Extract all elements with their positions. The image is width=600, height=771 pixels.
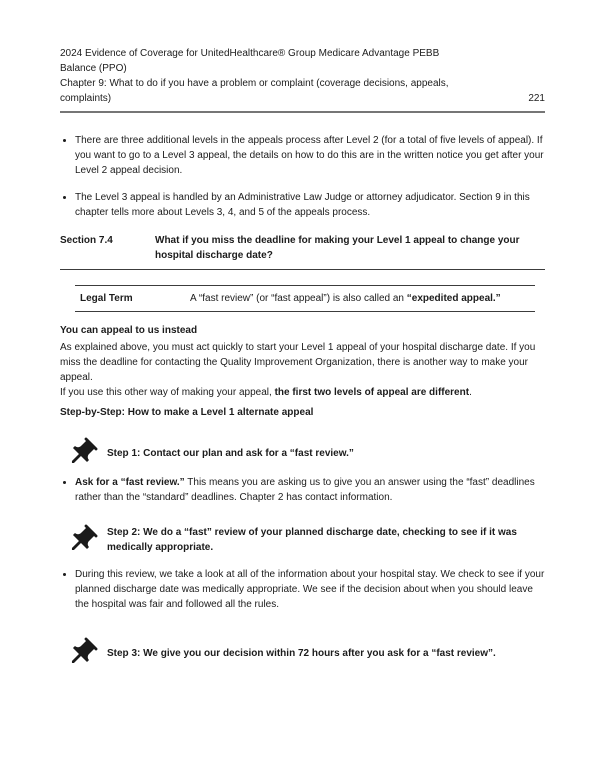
step-2-row [65,521,545,559]
section-heading [60,233,545,270]
step-3-title: Step 3: We give you our decision within 72 hours after you ask for a “fast review”. [107,647,496,659]
header-line-4: complaints) [60,93,112,104]
legal-term-text-bold: “expedited appeal.” [406,293,501,304]
bullet-text-normal: This means you are asking us to give you an answer using the “fast” deadlines rather than the “standard” deadlines. Chapter 2 has contact information. [75,477,535,503]
paragraph-text-period: . [469,387,472,398]
step-2-bullet-list [60,567,545,612]
subsection-heading: You can appeal to us instead [60,325,198,336]
list-item: • The Level 3 appeal is handled by an Administrative Law Judge or attorney adjudicator. Section 9 in this chapter tells more about Levels 3, 4, and 5 of the appeals process. [75,190,545,220]
legal-term-text-normal: A “fast review” (or “fast appeal”) is also called an [190,293,407,304]
pushpin-icon [65,521,99,559]
step-1-bullet-list [60,475,545,505]
steps-heading: Step-by-Step: How to make a Level 1 alternate appeal [60,407,314,418]
paragraph-text-normal: If you use this other way of making your appeal, [60,387,275,398]
paragraph-text-bold: the first two levels of appeal are different [274,387,470,398]
step-3-row [65,634,545,672]
section-title: What if you miss the deadline for making your Level 1 appeal to change your hospital discharge date? [155,235,520,261]
step-1-row [65,434,545,472]
header-line-3: Chapter 9: What to do if you have a problem or complaint (coverage decisions, appeals, [60,78,449,89]
legal-term-label: Legal Term [80,293,133,304]
intro-bullet-list [60,133,545,220]
header-text [60,46,545,106]
step-1-title: Step 1: Contact our plan and ask for a “fast review.” [107,447,354,459]
paragraph: As explained above, you must act quickly to start your Level 1 appeal of your hospital discharge date. If you miss the deadline for contacting the Quality Improvement Organization, there is another way to make your appeal. [60,342,536,383]
page-header [60,0,545,113]
header-line-2: Balance (PPO) [60,63,127,74]
paragraph [60,385,545,400]
legal-term-text [190,291,530,306]
pushpin-icon [65,634,99,672]
legal-term-box [75,285,535,312]
list-item [75,475,545,505]
bullet-text-normal: During this review, we take a look at all of the information about your hospital stay. We check to see if your planned discharge date was medically appropriate. We see if the decision about when you should leave the hospital was fair and followed all the rules. [75,569,545,610]
page-number: 221 [528,93,545,104]
list-item: • There are three additional levels in the appeals process after Level 2 (for a total of five levels of appeal). If you want to go to a Level 3 appeal, the details on how to do this are in the written notice you get after your Level 2 appeal decision. [75,133,545,178]
section-label: Section 7.4 [60,235,113,246]
header-line-1: 2024 Evidence of Coverage for UnitedHealthcare® Group Medicare Advantage PEBB [60,48,440,59]
list-item [75,567,545,612]
step-2-title: Step 2: We do a “fast” review of your planned discharge date, checking to see if it was medically appropriate. [107,527,517,553]
bullet-text-bold: Ask for a “fast review.” [75,477,185,488]
pushpin-icon [65,434,99,472]
